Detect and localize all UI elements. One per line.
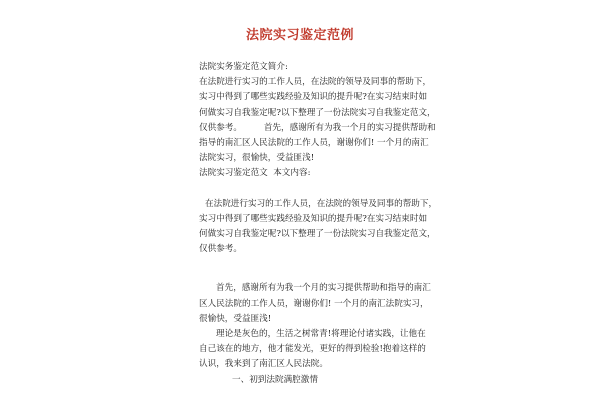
spacer (199, 257, 421, 281)
intro-line: 何做实习自我鉴定呢?以下整理了一份法院实习自我鉴定范文， (199, 107, 436, 118)
intro-line: 在法院进行实习的工作人员，在法院的领导及同事的帮助下， (199, 77, 432, 88)
document-body (199, 60, 438, 388)
paragraph-1-line: 仅供参考。 (199, 244, 242, 255)
paragraph-3-line: 自己该在的地方，他才能发光，更好的得到检验!抱着这样的 (199, 344, 426, 355)
paragraph-3-line: 认识，我来到了南汇区人民法院。 (199, 359, 328, 370)
paragraph-1-line: 在法院进行实习的工作人员，在法院的领导及同事的帮助下， (205, 198, 438, 209)
body-heading: 法院实习鉴定范文 本文内容: (199, 168, 311, 179)
paragraph-2-line: 首先，感谢所有为我一个月的实习提供帮助和指导的南汇 (216, 283, 431, 294)
intro-line: 实习中得到了哪些实践经验及知识的提升呢?在实习结束时如 (199, 92, 428, 103)
section-1-heading: 一、初到法院满腔激情 (232, 374, 318, 385)
intro-line: 法院实习，很愉快，受益匪浅! (199, 153, 315, 164)
paragraph-1-line: 何做实习自我鉴定呢?以下整理了一份法院实习自我鉴定范文， (199, 229, 436, 240)
intro-heading: 法院实务鉴定范文简介: (199, 62, 288, 72)
document-title: 法院实习鉴定范例 (245, 28, 354, 43)
intro-line: 指导的南汇区人民法院的工作人员，谢谢你们! 一个月的南汇 (199, 138, 429, 149)
spacer (199, 182, 421, 197)
paragraph-3-line: 理论是灰色的，生活之树常青!将理论付诸实践，让他在 (216, 329, 426, 340)
intro-line: 仅供参考。 首先，感谢所有为我一个月的实习提供帮助和 (199, 122, 436, 133)
paragraph-2-line: 很愉快，受益匪浅! (199, 313, 272, 324)
paragraph-2-line: 区人民法院的工作人员，谢谢你们! 一个月的南汇法院实习， (199, 298, 429, 309)
paragraph-1-line: 实习中得到了哪些实践经验及知识的提升呢?在实习结束时如 (199, 213, 428, 224)
